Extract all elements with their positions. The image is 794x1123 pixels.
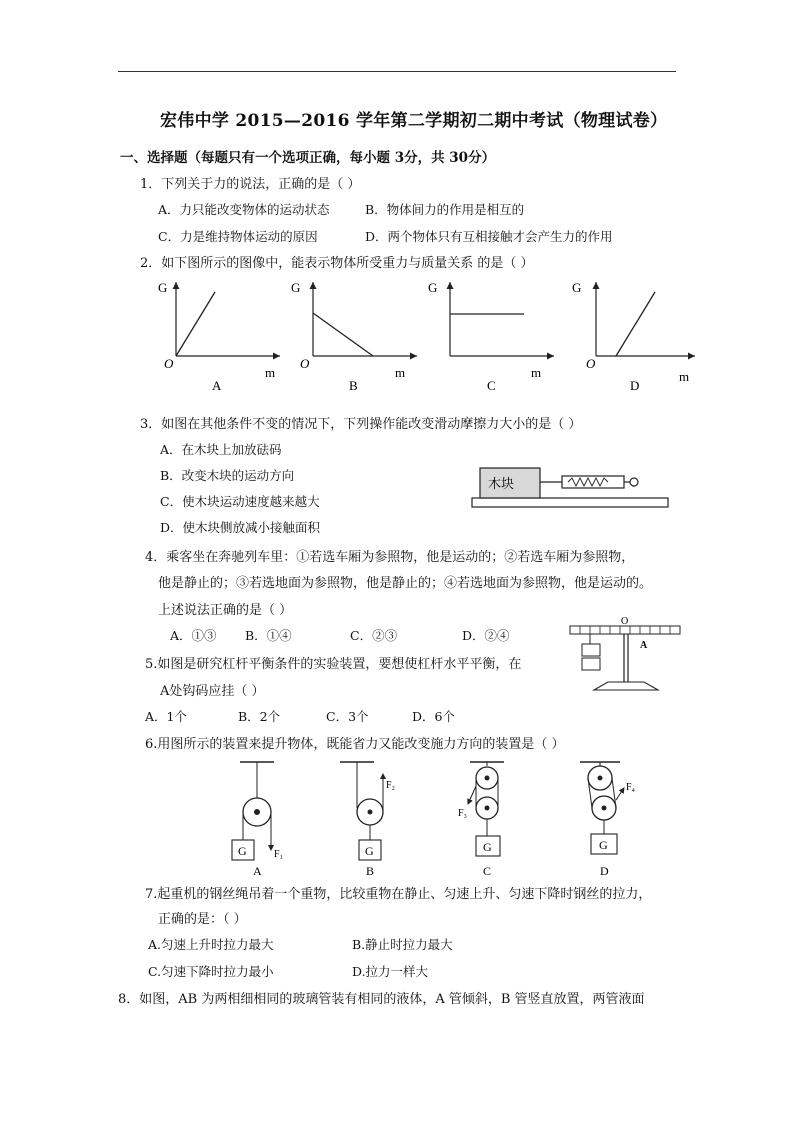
pulley-b: [340, 762, 395, 878]
graph-b-origin: O: [300, 356, 310, 371]
q3-option-c: C．使木块运动速度越来越大: [160, 494, 320, 509]
q1-stem: 1．下列关于力的说法，正确的是（ ）: [140, 177, 361, 192]
graph-a-ylabel: G: [158, 280, 168, 295]
scale-ring: [630, 478, 638, 486]
graph-b-ylabel: G: [291, 280, 301, 295]
q7-option-b: B.静止时拉力最大: [352, 937, 453, 952]
q6-stem: 6.用图所示的装置来提升物体，既能省力又能改变施力方向的装置是（ ）: [145, 737, 565, 752]
pulley-a-force: F₁: [274, 849, 284, 860]
q7-line2: 正确的是：（ ）: [158, 912, 247, 927]
q1-option-a: A．力只能改变物体的运动状态: [158, 202, 330, 217]
q5-line2: A处钩码应挂（ ）: [160, 684, 265, 699]
graph-d-ylabel: G: [572, 280, 582, 295]
lever-point-a: A: [640, 640, 648, 651]
graph-d: [572, 280, 695, 393]
graph-c-label: C: [487, 378, 496, 393]
q4-option-a: A．①③: [170, 628, 217, 643]
q1-option-b: B．物体间力的作用是相互的: [365, 202, 525, 217]
pulley-d-load: G: [599, 838, 608, 852]
pulley-a-load: G: [238, 844, 247, 858]
page-title: 宏伟中学 2015—2016 学年第二学期初二期中考试（物理试卷）: [160, 111, 668, 131]
graph-a-label: A: [212, 378, 222, 393]
q2-graphs: [140, 276, 700, 398]
pulley-a: [232, 762, 283, 878]
graph-b-xlabel: m: [395, 365, 406, 380]
q4-line1: 4．乘客坐在奔驰列车里：①若选车厢为参照物，他是运动的；②若选车厢为参照物，: [145, 550, 635, 565]
q2-stem: 2．如下图所示的图像中，能表示物体所受重力与质量关系 的是（ ）: [140, 256, 534, 271]
q7-option-d: D.拉力一样大: [352, 964, 429, 979]
graph-d-label: D: [630, 378, 640, 393]
q3-option-a: A．在木块上加放砝码: [160, 442, 282, 457]
section-heading: 一、选择题（每题只有一个选项正确，每小题 3分，共 30分）: [120, 150, 496, 166]
q5-lever-diagram: [568, 614, 686, 698]
pulley-c: [458, 762, 504, 878]
pulley-c-label: C: [483, 864, 492, 878]
pulley-b-force: F₂: [386, 780, 396, 791]
graph-b: [291, 280, 417, 393]
q4-line3: 上述说法正确的是（ ）: [158, 603, 293, 618]
graph-d-origin: O: [586, 356, 596, 371]
q6-pulley-diagrams: [200, 756, 660, 878]
q1-option-d: D．两个物体只有互相接触才会产生力的作用: [365, 229, 613, 244]
graph-a: [158, 280, 280, 393]
q8-line1: 8．如图，AB 为两相细相同的玻璃管装有相同的液体，A 管倾斜，B 管竖直放置，两管液面: [118, 992, 645, 1007]
graph-a-xlabel: m: [265, 365, 276, 380]
graph-d-xlabel: m: [679, 369, 690, 384]
lever-pivot-label: O: [621, 616, 629, 627]
pulley-d-label: D: [600, 864, 609, 878]
pulley-a-label: A: [253, 864, 262, 878]
q4-option-d: D．②④: [462, 628, 510, 643]
q4-option-c: C．②③: [350, 628, 398, 643]
graph-c: [428, 280, 554, 393]
block-label: 木块: [488, 476, 515, 491]
q5-option-c: C．3个: [326, 709, 369, 724]
q5-option-d: D．6个: [412, 709, 455, 724]
q7-line1: 7.起重机的钢丝绳吊着一个重物，比较重物在静止、匀速上升、匀速下降时钢丝的拉力，: [145, 887, 652, 902]
spring-scale: [562, 476, 624, 488]
q7-option-c: C.匀速下降时拉力最小: [148, 964, 274, 979]
q4-line2: 他是静止的；③若选地面为参照物，他是静止的；④若选地面为参照物，他是运动的。: [158, 576, 653, 591]
pulley-b-label: B: [366, 864, 375, 878]
table-surface: [472, 498, 668, 507]
q7-option-a: A.匀速上升时拉力最大: [148, 937, 274, 952]
q5-option-b: B．2个: [238, 709, 281, 724]
q3-option-d: D．使木块侧放减小接触面积: [160, 520, 321, 535]
graph-a-origin: O: [164, 356, 174, 371]
pulley-d: [580, 762, 636, 878]
pulley-c-force: F₃: [458, 808, 468, 819]
pulley-c-load: G: [483, 840, 492, 854]
pulley-d-force: F₄: [626, 782, 636, 793]
q3-stem: 3．如图在其他条件不变的情况下，下列操作能改变滑动摩擦力大小的是（ ）: [140, 417, 582, 432]
q3-option-b: B．改变木块的运动方向: [160, 468, 295, 483]
q3-block-diagram: [470, 462, 670, 512]
q5-line1: 5.如图是研究杠杆平衡条件的实验装置，要想使杠杆水平平衡，在: [145, 657, 522, 672]
pulley-b-load: G: [365, 844, 374, 858]
q4-option-b: B．①④: [245, 628, 292, 643]
q5-option-a: A．1个: [145, 709, 187, 724]
graph-c-ylabel: G: [428, 280, 438, 295]
header-rule: [118, 71, 676, 72]
graph-c-xlabel: m: [531, 365, 542, 380]
graph-b-label: B: [349, 378, 358, 393]
q1-option-c: C．力是维持物体运动的原因: [158, 229, 318, 244]
